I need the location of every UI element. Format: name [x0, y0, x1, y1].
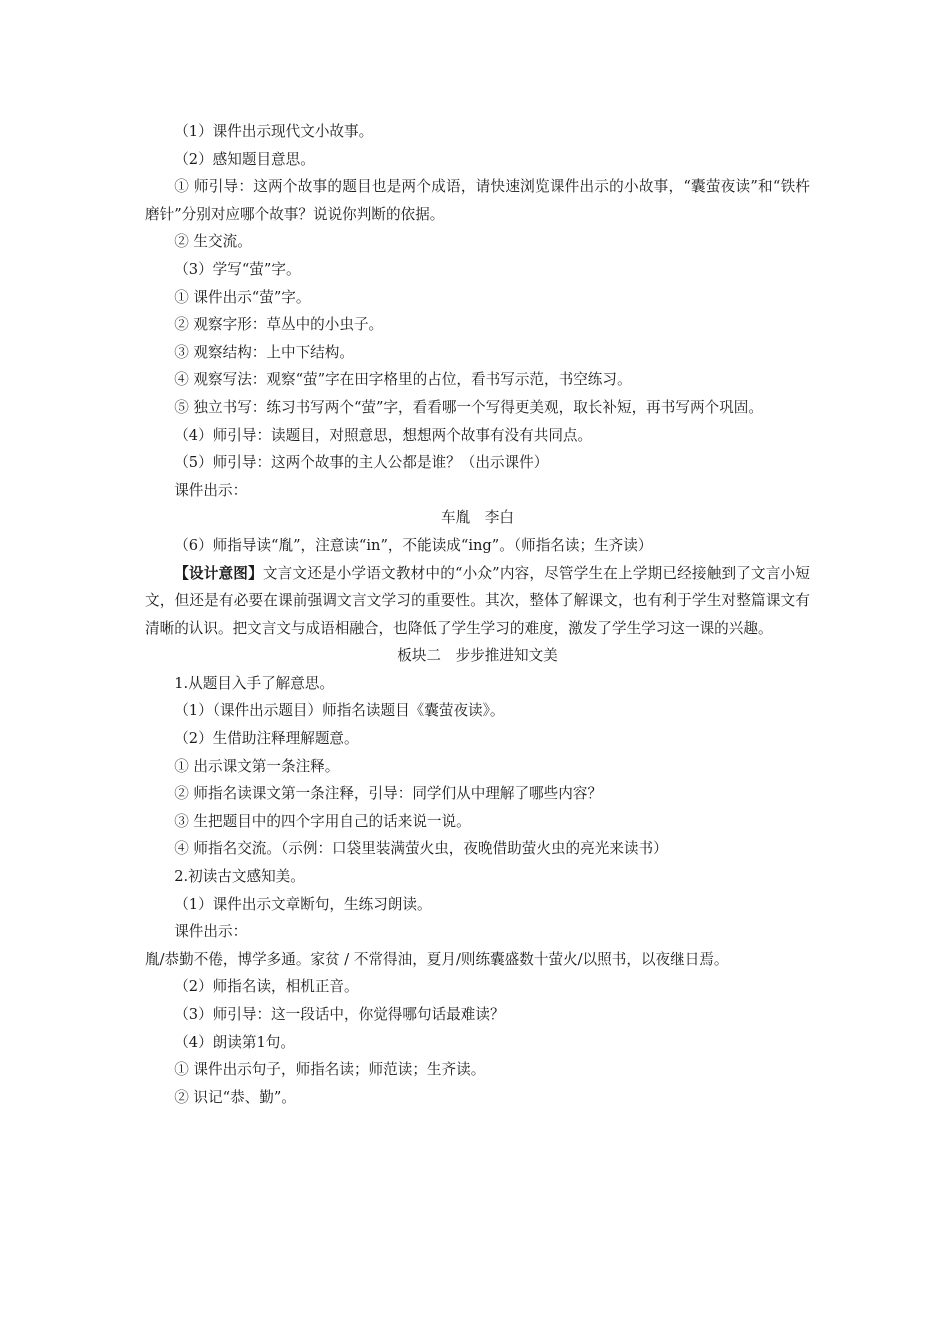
- design-intent-paragraph: [145, 560, 810, 643]
- paragraph: 课件出示：: [174, 923, 248, 941]
- paragraph: ⑤ 独立书写：练习书写两个“萤”字，看看哪一个写得更美观，取长补短，再书写两个巩固。: [174, 398, 763, 416]
- paragraph: ① 课件出示“萤”字。: [174, 288, 311, 306]
- paragraph: （2）生借助注释理解题意。: [174, 730, 359, 748]
- paragraph: （2）师指名读，相机正音。: [174, 978, 359, 996]
- paragraph: ④ 师指名交流。（示例：口袋里装满萤火虫，夜晚借助萤火虫的亮光来读书）: [174, 840, 668, 858]
- document-body: [145, 118, 810, 1111]
- paragraph: （1）（课件出示题目）师指名读题目《囊萤夜读》。: [174, 702, 505, 720]
- section-heading: 板块二 步步推进知文美: [397, 647, 558, 665]
- design-intent-label: 【设计意图】: [174, 564, 263, 582]
- paragraph: ① 出示课文第一条注释。: [174, 757, 340, 775]
- paragraph: 2.初读古文感知美。: [174, 868, 305, 886]
- paragraph: （3）师引导：这一段话中，你觉得哪句话最难读？: [174, 1006, 505, 1023]
- paragraph: （2）感知题目意思。: [174, 150, 315, 168]
- paragraph: （5）师引导：这两个故事的主人公都是谁？（出示课件）: [174, 454, 549, 472]
- design-intent-text: 文言文还是小学语文教材中的“小众”内容，尽管学生在上学期已经接触到了文言小短文，但还是有必要在课前强调文言文学习的重要性。其次，整体了解课文，也有利于学生对整篇课文有清晰的认识。把文言文与成语相融合，也降低了学生学习的难度，激发了学生学习这一课的兴趣。: [145, 564, 810, 637]
- paragraph: ③ 生把题目中的四个字用自己的话来说一说。: [174, 812, 471, 830]
- ancient-text-paragraph: 胤/恭勤不倦，博学多通。家贫 / 不常得油，夏月/则练囊盛数十萤火/以照书，以夜继日焉。: [145, 950, 729, 968]
- paragraph: ③ 观察结构：上中下结构。: [174, 343, 354, 361]
- paragraph: ② 识记“恭、勤”。: [174, 1088, 296, 1106]
- paragraph: （6）师指导读“胤”，注意读“in”，不能读成“ing”。（师指名读；生齐读）: [174, 536, 653, 554]
- centered-names: 车胤 李白: [441, 509, 514, 527]
- paragraph: ④ 观察写法：观察“萤”字在田字格里的占位，看书写示范，书空练习。: [174, 371, 632, 389]
- paragraph: （4）师引导：读题目，对照意思，想想两个故事有没有共同点。: [174, 426, 593, 444]
- paragraph: （1）课件出示文章断句，生练习朗读。: [174, 895, 432, 913]
- paragraph: （1）课件出示现代文小故事。: [174, 123, 374, 140]
- paragraph: 1.从题目入手了解意思。: [174, 674, 335, 692]
- paragraph: ② 观察字形：草丛中的小虫子。: [174, 316, 384, 334]
- paragraph: 课件出示：: [174, 481, 248, 499]
- paragraph: ② 生交流。: [174, 233, 252, 251]
- paragraph: （3）学写“萤”字。: [174, 260, 301, 278]
- paragraph: （4）朗读第1句。: [174, 1033, 295, 1051]
- paragraph: ② 师指名读课文第一条注释，引导：同学们从中理解了哪些内容？: [174, 785, 603, 803]
- paragraph: ① 师引导：这两个故事的题目也是两个成语，请快速浏览课件出示的小故事，“囊萤夜读”和“铁杵磨针”分别对应哪个故事？说说你判断的依据。: [145, 178, 810, 223]
- paragraph: ① 课件出示句子，师指名读；师范读；生齐读。: [174, 1061, 486, 1079]
